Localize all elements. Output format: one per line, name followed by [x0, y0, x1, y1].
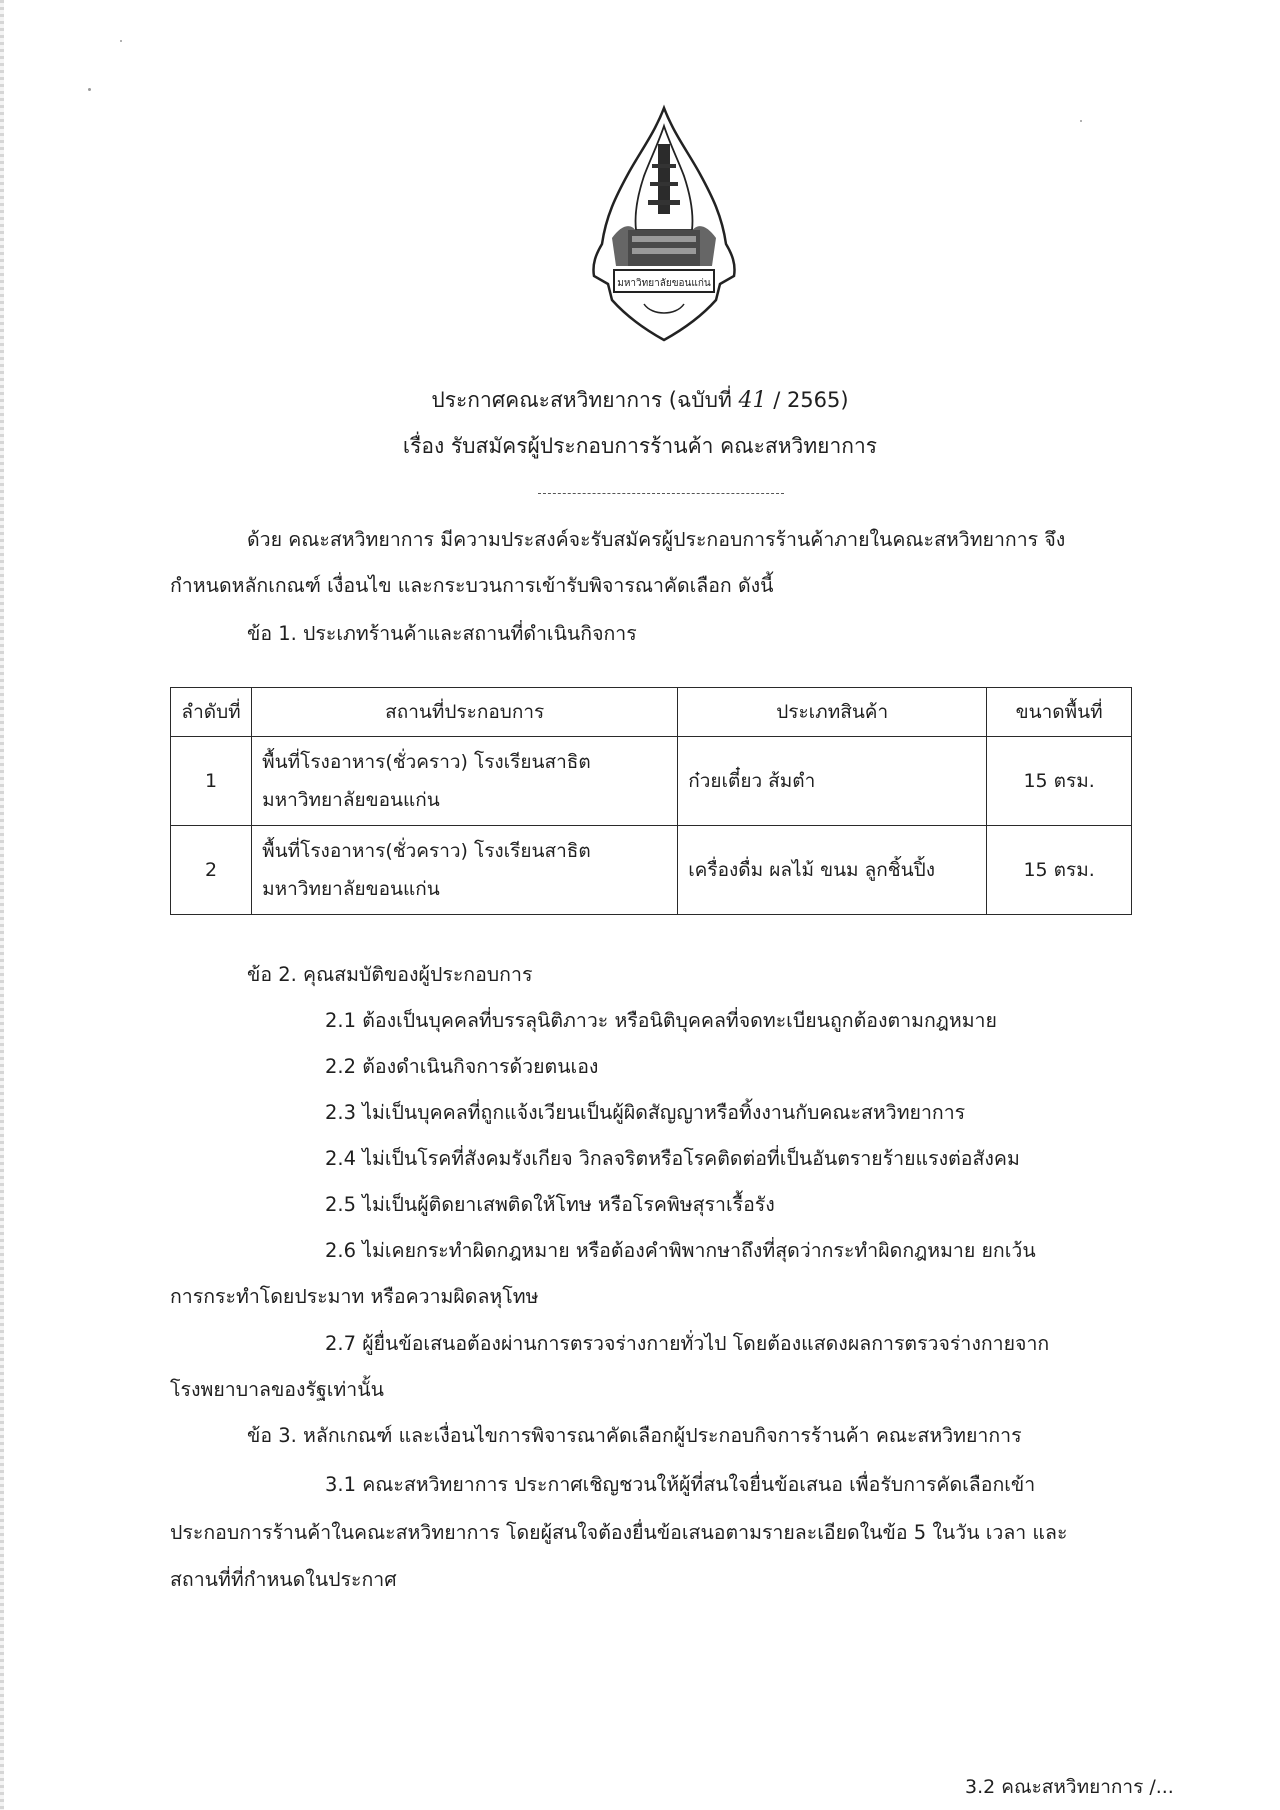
- announcement-prefix: ประกาศคณะสหวิทยาการ (ฉบับที่: [431, 388, 732, 412]
- scan-speck: [88, 88, 91, 91]
- announcement-subject: เรื่อง รับสมัครผู้ประกอบการร้านค้า คณะสหวิทยาการ: [402, 434, 878, 458]
- qualification-item: 2.3 ไม่เป็นบุคคลที่ถูกแจ้งเวียนเป็นผู้ผิดสัญญาหรือทิ้งงานกับคณะสหวิทยาการ: [325, 1101, 966, 1124]
- section-1-title: ข้อ 1. ประเภทร้านค้าและสถานที่ดำเนินกิจการ: [247, 622, 637, 645]
- cell-no: 2: [171, 826, 252, 915]
- section-3-title: ข้อ 3. หลักเกณฑ์ และเงื่อนไขการพิจารณาคัดเลือกผู้ประกอบกิจการร้านค้า คณะสหวิทยาการ: [247, 1424, 1022, 1447]
- scan-edge: [0, 0, 4, 1810]
- announcement-number: 41: [738, 388, 767, 413]
- university-seal-logo: [588, 104, 740, 344]
- divider-line: [538, 493, 784, 494]
- column-header-goods: ประเภทสินค้า: [678, 688, 987, 737]
- page-continuation: 3.2 คณะสหวิทยาการ /...: [965, 1776, 1174, 1798]
- criteria-item-1-line-1: 3.1 คณะสหวิทยาการ ประกาศเชิญชวนให้ผู้ที่สนใจยื่นข้อเสนอ เพื่อรับการคัดเลือกเข้า: [325, 1473, 1036, 1496]
- seal-caption: มหาวิทยาลัยขอนแก่น: [617, 278, 711, 289]
- scan-speck: [120, 40, 122, 42]
- cell-location-line-2: มหาวิทยาลัยขอนแก่น: [262, 789, 440, 811]
- cell-location-line-2: มหาวิทยาลัยขอนแก่น: [262, 878, 440, 900]
- qualification-item: 2.1 ต้องเป็นบุคคลที่บรรลุนิติภาวะ หรือนิติบุคคลที่จดทะเบียนถูกต้องตามกฎหมาย: [325, 1009, 997, 1032]
- announcement-suffix: / 2565): [773, 388, 849, 412]
- qualification-item-7-line-1: 2.7 ผู้ยื่นข้อเสนอต้องผ่านการตรวจร่างกายทั่วไป โดยต้องแสดงผลการตรวจร่างกายจาก: [325, 1332, 1050, 1355]
- qualification-item-6-line-1: 2.6 ไม่เคยกระทำผิดกฎหมาย หรือต้องคำพิพากษาถึงที่สุดว่ากระทำผิดกฎหมาย ยกเว้น: [325, 1239, 1036, 1262]
- qualification-item: 2.5 ไม่เป็นผู้ติดยาเสพติดให้โทษ หรือโรคพิษสุราเรื้อรัง: [325, 1193, 775, 1216]
- qualification-item-7-line-2: โรงพยาบาลของรัฐเท่านั้น: [170, 1378, 384, 1401]
- cell-no: 1: [171, 737, 252, 826]
- cell-size: 15 ตรม.: [987, 826, 1132, 915]
- cell-size: 15 ตรม.: [987, 737, 1132, 826]
- cell-goods: ก๋วยเตี๋ยว ส้มตำ: [678, 737, 987, 826]
- table-row: [171, 737, 1132, 826]
- table-row: [171, 826, 1132, 915]
- qualification-item-6-line-2: การกระทำโดยประมาท หรือความผิดลหุโทษ: [170, 1285, 539, 1308]
- column-header-location: สถานที่ประกอบการ: [252, 688, 678, 737]
- cell-location-line-1: พื้นที่โรงอาหาร(ชั่วคราว) โรงเรียนสาธิต: [262, 840, 591, 862]
- column-header-no: ลำดับที่: [171, 688, 252, 737]
- criteria-item-1-line-2: ประกอบการร้านค้าในคณะสหวิทยาการ โดยผู้สนใจต้องยื่นข้อเสนอตามรายละเอียดในข้อ 5 ในวัน เวลา และ: [170, 1521, 1068, 1544]
- qualification-item: 2.2 ต้องดำเนินกิจการด้วยตนเอง: [325, 1055, 599, 1078]
- cell-location: [252, 737, 678, 826]
- scan-speck: [1080, 120, 1082, 122]
- column-header-size: ขนาดพื้นที่: [987, 688, 1132, 737]
- intro-line-1: ด้วย คณะสหวิทยาการ มีความประสงค์จะรับสมัครผู้ประกอบการร้านค้าภายในคณะสหวิทยาการ จึง: [247, 528, 1066, 551]
- section-2-title: ข้อ 2. คุณสมบัติของผู้ประกอบการ: [247, 963, 533, 986]
- intro-line-2: กำหนดหลักเกณฑ์ เงื่อนไข และกระบวนการเข้ารับพิจารณาคัดเลือก ดังนี้: [170, 574, 774, 597]
- cell-location: [252, 826, 678, 915]
- cell-location-line-1: พื้นที่โรงอาหาร(ชั่วคราว) โรงเรียนสาธิต: [262, 751, 591, 773]
- announcement-title: [0, 385, 1280, 416]
- table-header-row: [171, 688, 1132, 737]
- qualification-item: 2.4 ไม่เป็นโรคที่สังคมรังเกียจ วิกลจริตหรือโรคติดต่อที่เป็นอันตรายร้ายแรงต่อสังคม: [325, 1147, 1020, 1170]
- criteria-item-1-line-3: สถานที่ที่กำหนดในประกาศ: [170, 1568, 397, 1591]
- cell-goods: เครื่องดื่ม ผลไม้ ขนม ลูกชิ้นปิ้ง: [678, 826, 987, 915]
- shop-table: [170, 687, 1132, 915]
